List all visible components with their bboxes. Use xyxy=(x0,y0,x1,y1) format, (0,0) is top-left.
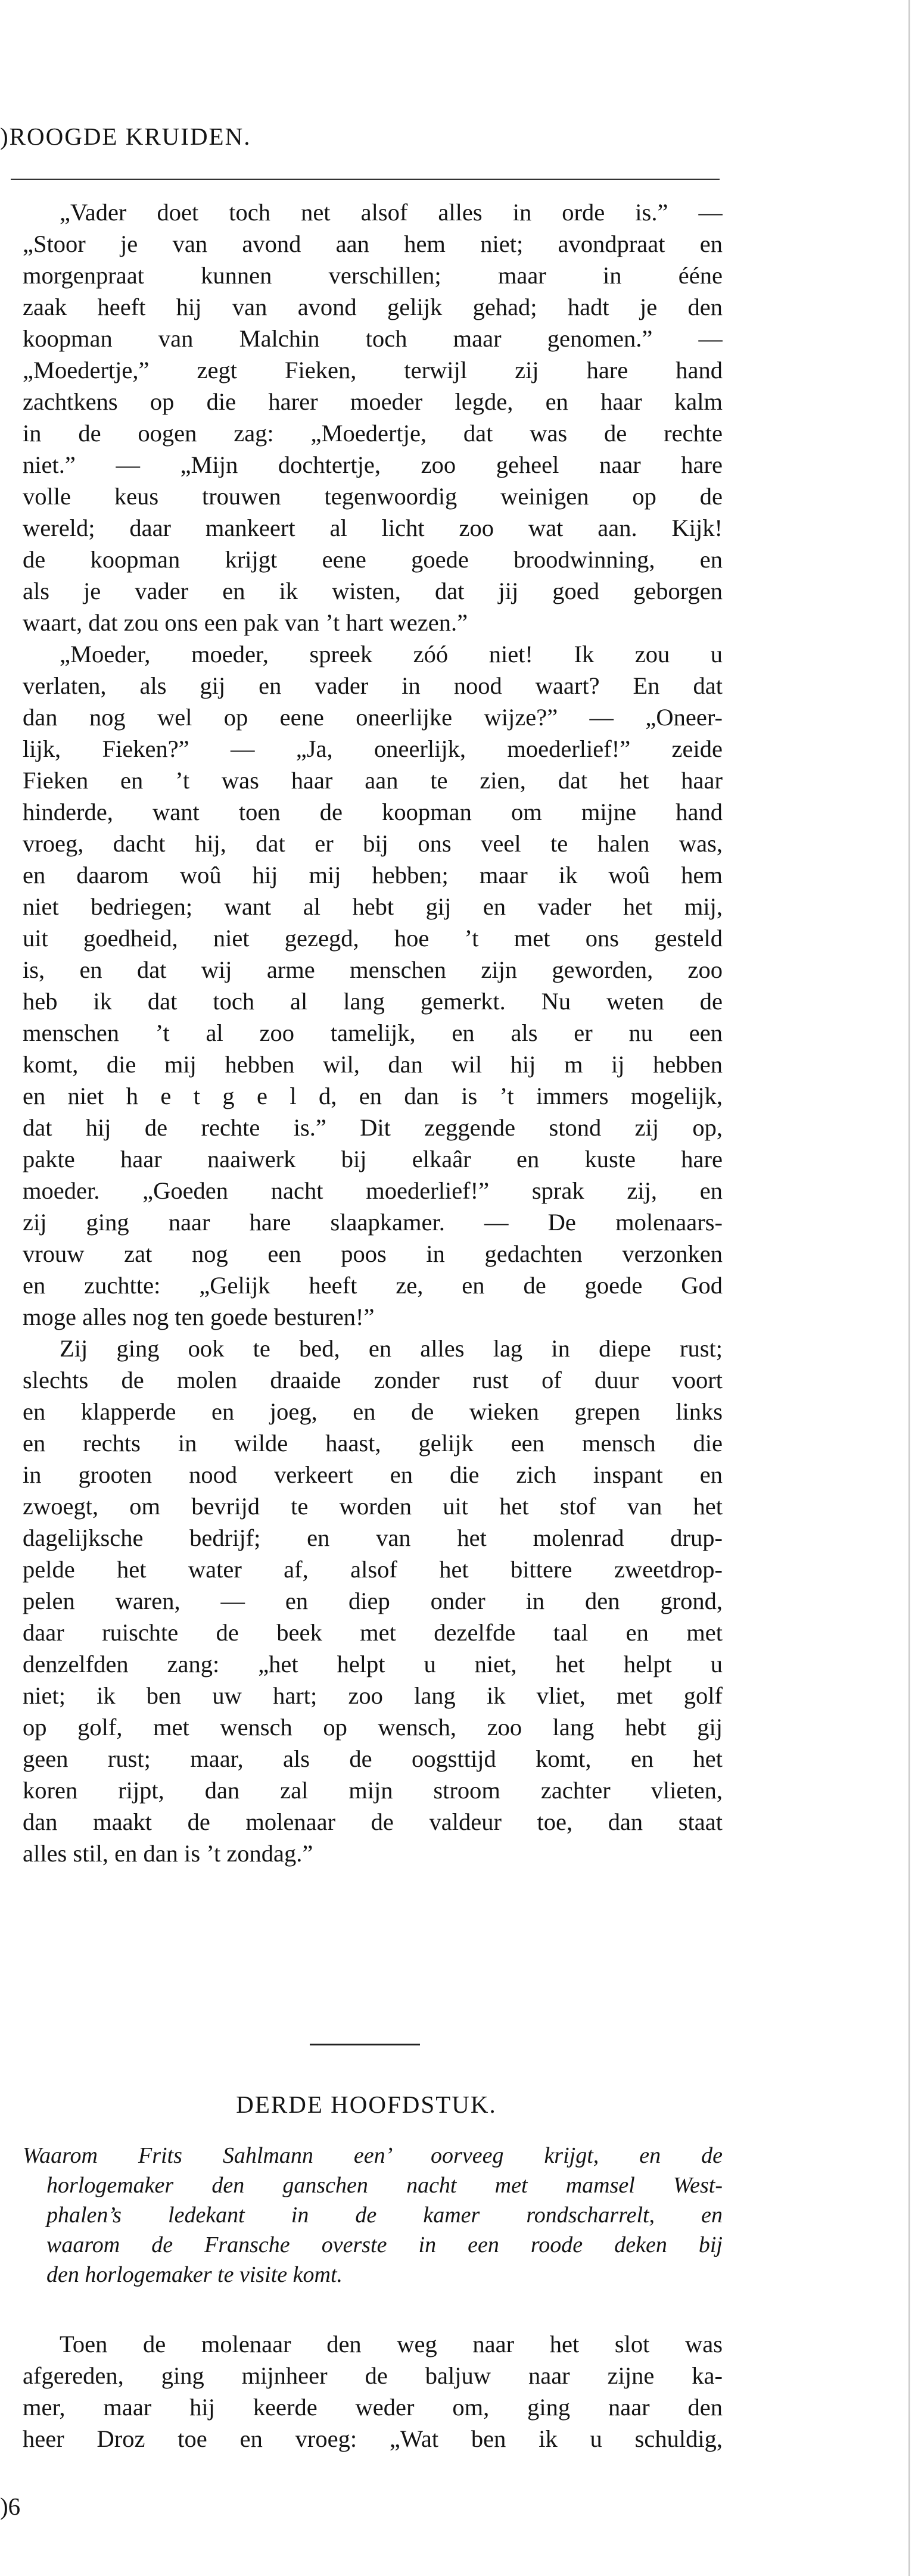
text-line: en niet h e t g e l d, en dan is ’t immers mogelijk, xyxy=(23,1083,723,1109)
text-line: zachtkens op die harer moeder legde, en haar kalm xyxy=(23,388,723,415)
text-line: pelen waren, — en diep onder in den grond, xyxy=(23,1588,723,1614)
summary-line: phalen’s ledekant in de kamer rondscharrelt, en xyxy=(46,2203,723,2228)
text-line: verlaten, als gij en vader in nood waart? En dat xyxy=(23,672,723,699)
text-line: koopman van Malchin toch maar genomen.” — xyxy=(23,325,723,352)
text-line: niet; ik ben uw hart; zoo lang ik vliet, met golf xyxy=(23,1682,723,1709)
text-line: volle keus trouwen tegenwoordig weinigen op de xyxy=(23,483,723,510)
text-line: dat hij de rechte is.” Dit zeggende stond zij op, xyxy=(23,1114,723,1141)
text-line: op golf, met wensch op wensch, zoo lang hebt gij xyxy=(23,1714,723,1741)
header-rule xyxy=(11,179,720,180)
chapter-separator-rule xyxy=(310,2044,420,2045)
text-line: is, en dat wij arme menschen zijn geworden, zoo xyxy=(23,956,723,983)
text-line: morgenpraat kunnen verschillen; maar in ééne xyxy=(23,262,723,289)
summary-line: Waarom Frits Sahlmann een’ oorveeg krijgt, en de xyxy=(23,2143,723,2168)
text-line: komt, die mij hebben wil, dan wil hij m ij hebben xyxy=(23,1051,723,1078)
text-line: afgereden, ging mijnheer de baljuw naar zijne ka- xyxy=(23,2362,723,2389)
text-line: en klapperde en joeg, en de wieken grepen links xyxy=(23,1398,723,1425)
text-line: alles stil, en dan is ’t zondag.” xyxy=(23,1840,313,1867)
text-line: slechts de molen draaide zonder rust of duur voort xyxy=(23,1367,723,1393)
text-line: moeder. „Goeden nacht moederlief!” sprak zij, en xyxy=(23,1177,723,1204)
text-line: „Vader doet toch net alsof alles in orde is.” — xyxy=(60,199,723,226)
text-line: pakte haar naaiwerk bij elkaâr en kuste hare xyxy=(23,1146,723,1172)
running-head: )ROOGDE KRUIDEN. xyxy=(0,123,251,150)
text-line: denzelfden zang: „het helpt u niet, het helpt u xyxy=(23,1651,723,1677)
text-line: uit goedheid, niet gezegd, hoe ’t met ons gesteld xyxy=(23,925,723,952)
text-line: zaak heeft hij van avond gelijk gehad; hadt je den xyxy=(23,294,723,320)
text-line: zwoegt, om bevrijd te worden uit het stof van het xyxy=(23,1493,723,1520)
text-line: „Stoor je van avond aan hem niet; avondpraat en xyxy=(23,230,723,257)
text-line: heer Droz toe en vroeg: „Wat ben ik u schuldig, xyxy=(23,2425,723,2452)
summary-line: horlogemaker den ganschen nacht met mamsel West- xyxy=(46,2173,723,2198)
text-line: daar ruischte de beek met dezelfde taal en met xyxy=(23,1619,723,1646)
text-line: in grooten nood verkeert en die zich inspant en xyxy=(23,1461,723,1488)
text-line: vrouw zat nog een poos in gedachten verzonken xyxy=(23,1240,723,1267)
page-edge xyxy=(908,0,910,2576)
text-line: zij ging naar hare slaapkamer. — De molenaars- xyxy=(23,1209,723,1236)
text-line: en rechts in wilde haast, gelijk een mensch die xyxy=(23,1430,723,1457)
text-line: wereld; daar mankeert al licht zoo wat aan. Kijk! xyxy=(23,514,723,541)
text-line: niet.” — „Mijn dochtertje, zoo geheel naar hare xyxy=(23,451,723,478)
summary-line: waarom de Fransche overste in een roode deken bij xyxy=(46,2232,723,2257)
text-line: dan maakt de molenaar de valdeur toe, dan staat xyxy=(23,1808,723,1835)
summary-line: den horlogemaker te visite komt. xyxy=(46,2262,343,2287)
body-text xyxy=(23,197,723,1869)
text-line: waart, dat zou ons een pak van ’t hart wezen.” xyxy=(23,609,468,636)
text-line: pelde het water af, alsof het bittere zweetdrop- xyxy=(23,1556,723,1583)
text-line: vroeg, dacht hij, dat er bij ons veel te halen was, xyxy=(23,830,723,857)
text-line: „Moeder, moeder, spreek zóó niet! Ik zou u xyxy=(60,641,723,668)
text-line: de koopman krijgt eene goede broodwinning, en xyxy=(23,546,723,573)
text-line: hinderde, want toen de koopman om mijne hand xyxy=(23,799,723,825)
text-line: heb ik dat toch al lang gemerkt. Nu weten de xyxy=(23,988,723,1015)
text-line: en daarom woû hij mij hebben; maar ik woû hem xyxy=(23,862,723,888)
text-line: Fieken en ’t was haar aan te zien, dat het haar xyxy=(23,767,723,794)
text-line: en zuchtte: „Gelijk heeft ze, en de goede God xyxy=(23,1272,723,1299)
text-line: moge alles nog ten goede besturen!” xyxy=(23,1303,375,1330)
chapter-opening-text xyxy=(23,2328,723,2455)
text-line: niet bedriegen; want al hebt gij en vader het mij, xyxy=(23,893,723,920)
text-line: Toen de molenaar den weg naar het slot was xyxy=(60,2331,723,2357)
text-line: in de oogen zag: „Moedertje, dat was de rechte xyxy=(23,420,723,447)
text-line: geen rust; maar, als de oogsttijd komt, en het xyxy=(23,1745,723,1772)
text-line: koren rijpt, dan zal mijn stroom zachter vlieten, xyxy=(23,1777,723,1804)
chapter-summary xyxy=(23,2141,723,2290)
text-line: Zij ging ook te bed, en alles lag in diepe rust; xyxy=(60,1335,723,1362)
text-line: mer, maar hij keerde weder om, ging naar den xyxy=(23,2394,723,2421)
chapter-heading: DERDE HOOFDSTUK. xyxy=(236,2091,497,2118)
text-line: dagelijksche bedrijf; en van het molenrad drup- xyxy=(23,1524,723,1551)
text-line: „Moedertje,” zegt Fieken, terwijl zij hare hand xyxy=(23,357,723,383)
text-line: dan nog wel op eene oneerlijke wijze?” — „Oneer- xyxy=(23,704,723,731)
text-line: als je vader en ik wisten, dat jij goed geborgen xyxy=(23,578,723,604)
text-line: lijk, Fieken?” — „Ja, oneerlijk, moederlief!” zeide xyxy=(23,735,723,762)
text-line: menschen ’t al zoo tamelijk, en als er nu een xyxy=(23,1019,723,1046)
page-number: )6 xyxy=(0,2493,21,2520)
